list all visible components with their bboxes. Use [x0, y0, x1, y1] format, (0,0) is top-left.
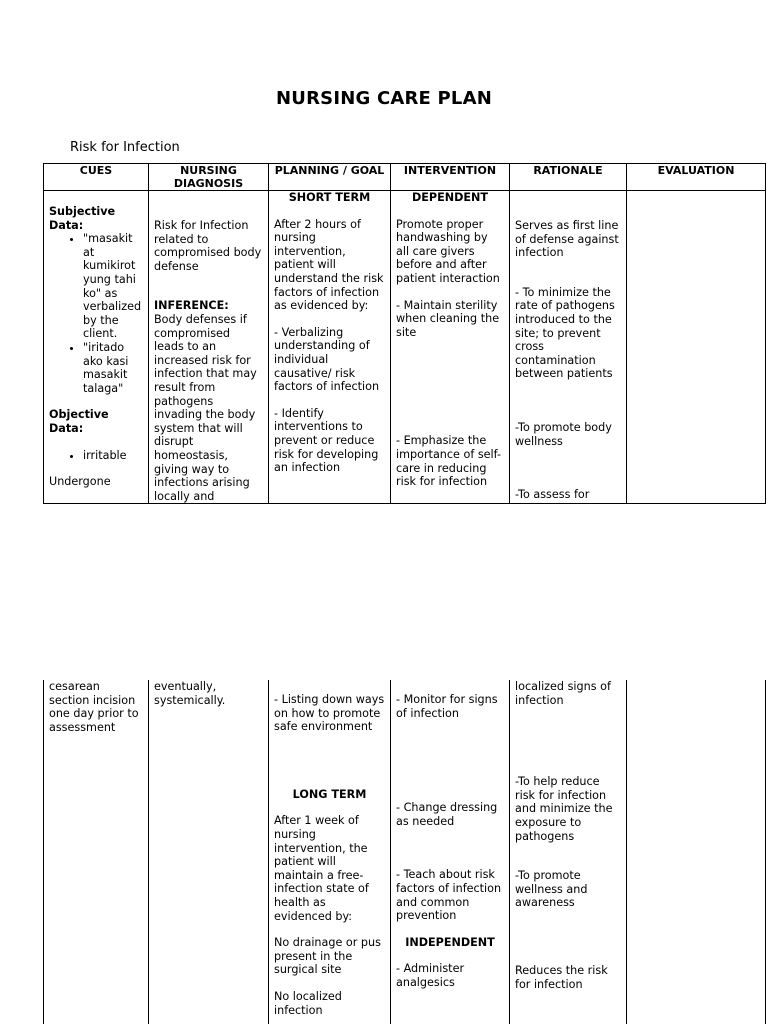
header-rationale: RATIONALE: [510, 164, 627, 191]
evaluation-cell: [627, 680, 766, 1024]
intervention-item: - Maintain sterility when cleaning the site: [396, 298, 500, 339]
cues-cell: [44, 680, 149, 1024]
list-item: • "masakit at kumikirot yung tahi ko" as verbalized by the client.: [83, 232, 143, 341]
intervention-item: - Administer analgesics: [396, 962, 465, 989]
planning-item: - Identify interventions to prevent or reduce risk for developing an infection: [274, 406, 379, 475]
short-term-goal: After 2 hours of nursing intervention, patient will understand the risk factors of infection as evidenced by:: [274, 217, 384, 313]
intervention-item: Promote proper handwashing by all care givers before and after patient interaction: [396, 217, 500, 285]
care-plan-table: [43, 163, 766, 504]
planning-item: - Verbalizing understanding of individual causative/ risk factors of infection: [274, 325, 380, 394]
header-planning-goal: PLANNING / GOAL: [269, 164, 391, 191]
intervention-cell: [391, 680, 510, 1024]
cues-cell: [44, 191, 149, 504]
section-subtitle: Risk for Infection: [70, 140, 180, 155]
list-item: • "iritado ako kasi masakit talaga": [83, 341, 143, 395]
dependent-label: DEPENDENT: [411, 191, 489, 204]
header-evaluation: EVALUATION: [627, 164, 766, 191]
diagnosis-cell: [149, 680, 269, 1024]
rationale-item: -To promote wellness and awareness: [515, 869, 588, 910]
rationale-item: Serves as first line of defense against infection: [515, 219, 619, 260]
rationale-item: localized signs of infection: [515, 680, 611, 707]
long-term-label: LONG TERM: [292, 787, 367, 801]
intervention-item: - Emphasize the importance of self-care in reducing risk for infection: [396, 434, 501, 489]
objective-label: Objective Data:: [49, 408, 109, 435]
diagnosis-cell: [149, 191, 269, 504]
table-header-row: [44, 164, 766, 191]
long-term-goal: After 1 week of nursing intervention, the patient will maintain a free-infection state of health as evidenced by:: [274, 814, 369, 923]
table-row: [44, 191, 766, 504]
rationale-item: Reduces the risk for infection: [515, 963, 608, 991]
planning-item: - Listing down ways on how to promote safe environment: [274, 693, 385, 734]
header-intervention: INTERVENTION: [391, 164, 510, 191]
rationale-item: - To minimize the rate of pathogens introduced to the site; to prevent cross contamination between patients: [515, 285, 615, 381]
table-row: [44, 680, 766, 1024]
diagnosis-text: Risk for Infection related to compromised body defense: [154, 219, 262, 273]
rationale-item: -To promote body wellness: [515, 420, 612, 448]
subjective-list: [49, 232, 143, 395]
cues-continued-text: cesarean section incision one day prior to assessment: [49, 680, 139, 734]
header-nursing-diagnosis: NURSING DIAGNOSIS: [149, 164, 269, 191]
rationale-item: -To assess for: [515, 488, 590, 502]
evaluation-cell: [627, 191, 766, 504]
rationale-cell: [510, 191, 627, 504]
rationale-item: -To help reduce risk for infection and minimize the exposure to pathogens: [515, 775, 613, 843]
independent-label: INDEPENDENT: [405, 935, 495, 949]
intervention-item: - Monitor for signs of infection: [396, 693, 498, 720]
header-cues: CUES: [44, 164, 149, 191]
inference-label: INFERENCE:: [154, 299, 229, 313]
cues-continued: Undergone: [49, 475, 111, 489]
page-title: NURSING CARE PLAN: [276, 88, 492, 109]
care-plan-table-continued: [43, 680, 766, 1024]
diagnosis-continued-text: eventually, systemically.: [154, 680, 226, 707]
intervention-cell: [391, 191, 510, 504]
inference-text: Body defenses if compromised leads to an increased risk for infection that may result from pathogens invading the body system that will disrupt homeostasis, giving way to infections arising locally and: [154, 312, 257, 503]
planning-item: No drainage or pus present in the surgical site: [274, 936, 381, 977]
planning-cell: [269, 680, 391, 1024]
intervention-item: - Change dressing as needed: [396, 801, 498, 828]
intervention-item: - Teach about risk factors of infection and common prevention: [396, 868, 502, 923]
planning-item: No localized infection: [274, 989, 342, 1017]
subjective-label: Subjective Data:: [49, 205, 116, 232]
list-item: • irritable: [83, 449, 143, 463]
planning-cell: [269, 191, 391, 504]
objective-list: [49, 449, 143, 463]
short-term-label: SHORT TERM: [288, 191, 371, 204]
rationale-cell: [510, 680, 627, 1024]
